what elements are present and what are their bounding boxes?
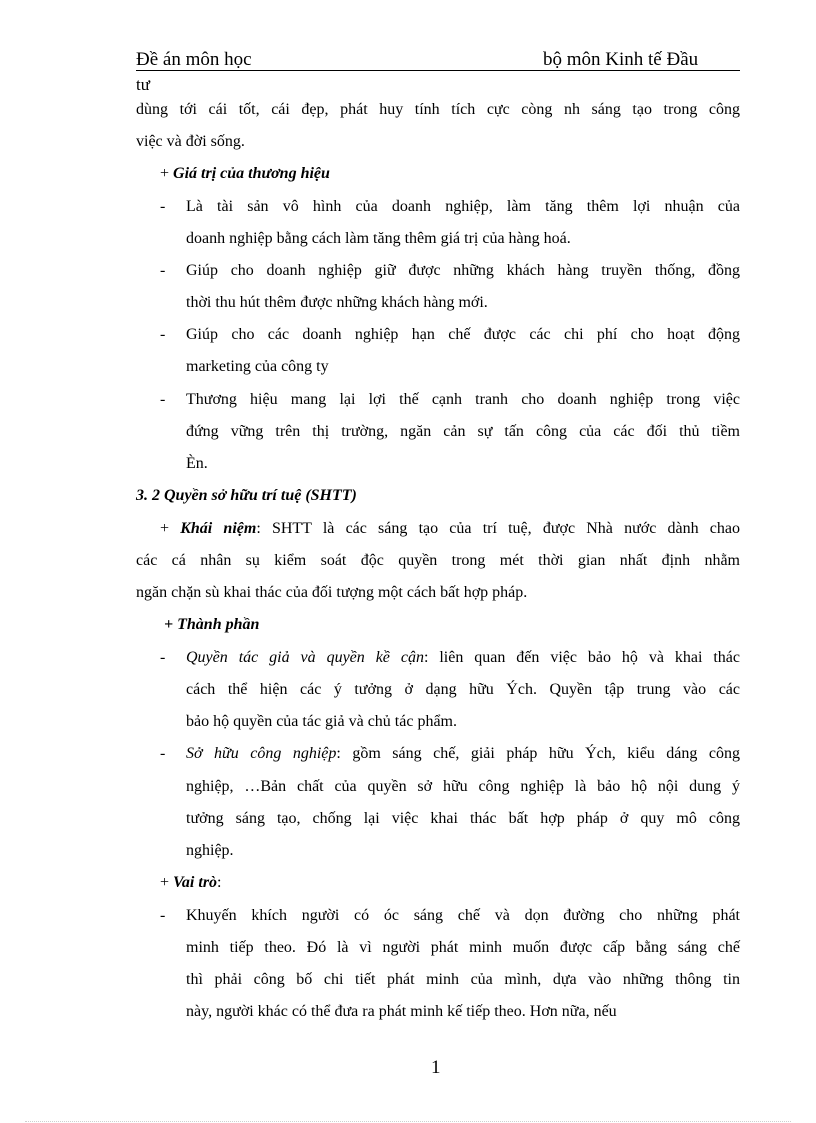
bullet-dash: - <box>160 262 166 279</box>
brand-value-title: Giá trị của thương hiệu <box>173 165 330 182</box>
component-1-line-3: bảo hộ quyền của tác giả và chủ tác phẩm. <box>186 713 457 730</box>
component-2-line-3: tưởng sáng tạo, chống lại việc khai thác bất hợp pháp ở quy mô công <box>186 810 740 827</box>
list-item: Giúp cho doanh nghiệp giữ được những khách hàng truyền thống, đồng <box>186 262 740 279</box>
component-1-line-1 <box>186 648 740 668</box>
component-2-label: Sở hữu công nghiệp <box>186 745 337 762</box>
list-item: đứng vững trên thị trường, ngăn cản sự tấn công của các đối thủ tiềm <box>186 423 740 440</box>
role-label: Vai trò <box>173 874 218 891</box>
component-2-line-1 <box>186 744 740 764</box>
role-colon: : <box>217 874 222 891</box>
bullet-dash: - <box>160 745 166 762</box>
header-rule <box>136 70 740 71</box>
role-line-2: minh tiếp theo. Đó là vì người phát minh muốn được cấp bằng sáng chế <box>186 939 740 956</box>
header-right: bộ môn Kinh tế Đầu <box>543 49 699 70</box>
concept-line-1 <box>160 519 740 539</box>
plus-sign: + <box>160 874 174 891</box>
plus-sign: + <box>160 520 181 537</box>
bullet-dash: - <box>160 326 166 343</box>
section-heading: 3. 2 Quyền sở hữu trí tuệ (SHTT) <box>136 487 357 504</box>
intro-line-1: dùng tới cái tốt, cái đẹp, phát huy tính tích cực còng nh sáng tạo trong công <box>136 101 740 118</box>
concept-label: Khái niệm <box>180 520 257 537</box>
bullet-dash: - <box>160 649 166 666</box>
component-1-line-2: cách thể hiện các ý tưởng ở dạng hữu Ých. Quyền tập trung vào các <box>186 681 740 698</box>
list-item: Thương hiệu mang lại lợi thế cạnh tranh cho doanh nghiệp trong việc <box>186 391 740 408</box>
role-heading <box>160 873 764 893</box>
header-wrap: tư <box>136 75 150 94</box>
list-item: thời thu hút thêm được những khách hàng mới. <box>186 294 488 311</box>
concept-text: : SHTT là các sáng tạo của trí tuệ, được Nhà nước dành chao <box>256 520 741 537</box>
intro-line-2: việc và đời sống. <box>136 133 245 150</box>
role-line-1: Khuyến khích người có óc sáng chế và dọn đường cho những phát <box>186 907 740 924</box>
role-line-3: thì phải công bố chi tiết phát minh của mình, dựa vào những thông tin <box>186 971 740 988</box>
component-2-text: : gồm sáng chế, giải pháp hữu Ých, kiểu dáng công <box>336 745 741 762</box>
brand-value-heading <box>160 164 764 184</box>
component-2-line-2: nghiệp, …Bản chất của quyền sở hữu công nghiệp là bảo hộ nội dung ý <box>186 778 740 795</box>
list-item: marketing của công ty <box>186 358 329 375</box>
bullet-dash: - <box>160 907 166 924</box>
list-item: doanh nghiệp bằng cách làm tăng thêm giá trị của hàng hoá. <box>186 230 571 247</box>
component-1-text: : liên quan đến việc bảo hộ và khai thác <box>423 649 741 666</box>
page-number: 1 <box>431 1057 441 1078</box>
concept-line-3: ngăn chặn sù khai thác của đối tượng một cách bất hợp pháp. <box>136 584 528 601</box>
list-item: Giúp cho các doanh nghiệp hạn chế được các chi phí cho hoạt động <box>186 326 740 343</box>
component-1-label: Quyền tác giả và quyền kề cận <box>186 649 424 666</box>
plus-sign: + <box>160 165 174 182</box>
bullet-dash: - <box>160 198 166 215</box>
header-left: Đề án môn học <box>136 49 252 70</box>
components-heading: + Thành phần <box>164 616 260 633</box>
list-item: Là tài sản vô hình của doanh nghiệp, làm tăng thêm lợi nhuận của <box>186 198 740 215</box>
component-2-line-4: nghiệp. <box>186 842 234 859</box>
page-bottom-edge <box>25 1121 791 1122</box>
role-line-4: này, người khác có thể đưa ra phát minh kế tiếp theo. Hơn nữa, nếu <box>186 1003 617 1020</box>
concept-line-2: các cá nhân sụ kiểm soát độc quyền trong mét thời gian nhất định nhằm <box>136 552 740 569</box>
list-item: Èn. <box>186 455 208 472</box>
bullet-dash: - <box>160 391 166 408</box>
